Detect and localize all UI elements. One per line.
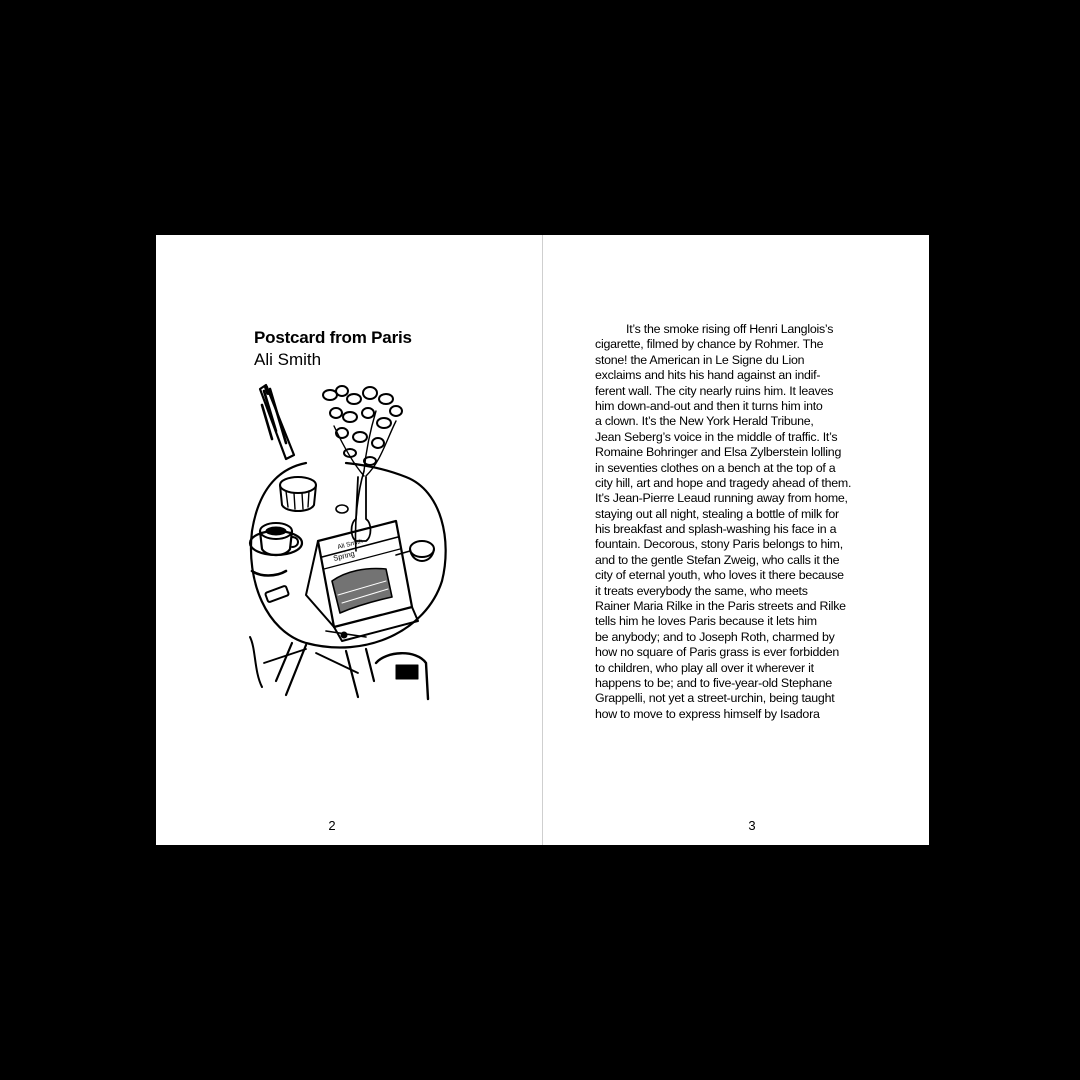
chair-sketch (250, 631, 428, 699)
menu-sign-sketch (306, 521, 418, 641)
body-line: to children, who play all over it wherever it (595, 660, 814, 675)
page-number: 3 (748, 818, 756, 833)
book-spread (156, 235, 929, 845)
body-text (595, 322, 895, 722)
body-line: Grappelli, not yet a street-urchin, being taught (595, 691, 835, 706)
body-line: tells him he loves Paris because it lets him (595, 614, 817, 629)
body-line: it treats everybody the same, who meets (595, 583, 808, 598)
svg-text:Spring: Spring (332, 548, 356, 563)
body-line: Rainer Maria Rilke in the Paris streets and Rilke (595, 599, 846, 614)
coffee-cup-sketch (250, 523, 302, 576)
body-line: and to the gentle Stefan Zweig, who calls it the (595, 552, 840, 567)
flag-sketch (260, 385, 294, 459)
body-line: It’s Jean-Pierre Leaud running away from home, (595, 491, 848, 506)
body-line: happens to be; and to five-year-old Stephane (595, 675, 832, 690)
body-line: how to move to express himself by Isadora (595, 706, 820, 721)
author-name: Ali Smith (254, 350, 322, 369)
body-line: cigarette, filmed by chance by Rohmer. The (595, 337, 824, 352)
body-line: in seventies clothes on a bench at the top of a (595, 460, 836, 475)
cup-sketch (280, 477, 348, 513)
body-line: It’s the smoke rising off Henri Langlois’s (626, 322, 834, 336)
body-line: be anybody; and to Joseph Roth, charmed by (595, 629, 835, 644)
right-page (543, 235, 929, 845)
body-line: Jean Seberg’s voice in the middle of traffic. It’s (595, 429, 838, 444)
plant-sketch (323, 386, 402, 551)
body-line: him down-and-out and then it turns him into (595, 398, 823, 413)
body-line: a clown. It’s the New York Herald Tribune, (595, 414, 814, 429)
left-page (156, 235, 542, 845)
body-line: exclaims and hits his hand against an indif- (595, 368, 821, 383)
body-line: ferent wall. The city nearly ruins him. It leaves (595, 383, 834, 398)
body-line: stone! the American in Le Signe du Lion (595, 352, 805, 367)
body-line: Romaine Bohringer and Elsa Zylberstein lolling (595, 445, 842, 460)
body-line: staying out all night, stealing a bottle of milk for (595, 506, 839, 521)
body-line: his breakfast and splash-washing his face in a (595, 522, 837, 537)
page-number: 2 (328, 818, 336, 833)
body-line: fountain. Decorous, stony Paris belongs to him, (595, 537, 843, 552)
svg-text:Ali Smith: Ali Smith (336, 537, 364, 551)
body-line: city of eternal youth, who loves it there because (595, 568, 844, 583)
body-line: how no square of Paris grass is ever forbidden (595, 645, 840, 660)
chapter-title: Postcard from Paris (254, 328, 412, 347)
body-line: city hill, art and hope and tragedy ahead of them. (595, 475, 852, 490)
cafe-table-illustration (246, 381, 448, 703)
